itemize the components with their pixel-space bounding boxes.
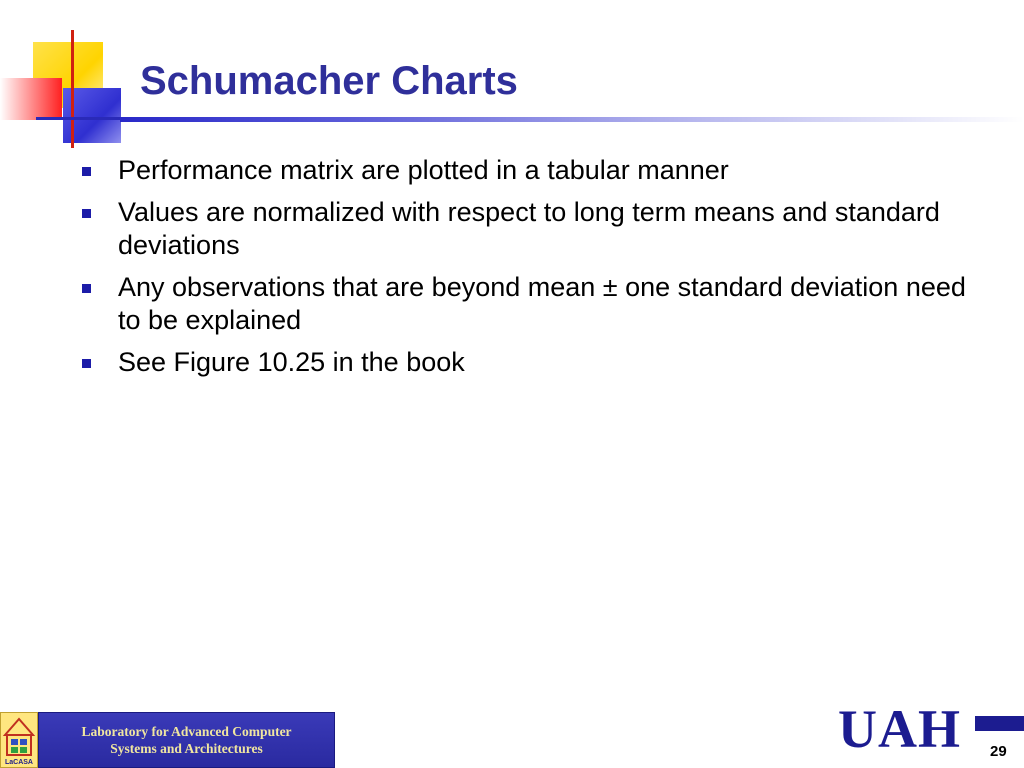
- lab-name-line-1: Laboratory for Advanced Computer: [81, 724, 292, 739]
- page-number: 29: [990, 743, 1007, 760]
- bullet-item: [78, 196, 978, 262]
- square-bullet-icon: [82, 284, 91, 293]
- bullet-text: Performance matrix are plotted in a tabular manner: [118, 155, 729, 185]
- bullet-item: [78, 154, 978, 187]
- decor-horizontal-line: [36, 117, 122, 120]
- lab-name-banner: [38, 712, 335, 768]
- square-bullet-icon: [82, 167, 91, 176]
- bullet-text: Values are normalized with respect to long term means and standard deviations: [118, 197, 940, 260]
- square-bullet-icon: [82, 209, 91, 218]
- title-rule: [120, 117, 1024, 122]
- bullet-item: [78, 346, 978, 379]
- bullet-list: [78, 154, 978, 388]
- bullet-text: Any observations that are beyond mean ± one standard deviation need to be explained: [118, 272, 966, 335]
- lacasa-logo-icon: [0, 712, 38, 768]
- uah-logo: UAH: [838, 699, 961, 759]
- slide-title: Schumacher Charts: [140, 59, 518, 103]
- uah-logo-stripe: [975, 716, 1024, 731]
- decor-red-block: [0, 78, 62, 120]
- lacasa-logo-text: LaCASA: [4, 759, 34, 766]
- lab-name-line-2: Systems and Architectures: [110, 741, 263, 756]
- bullet-text: See Figure 10.25 in the book: [118, 347, 465, 377]
- square-bullet-icon: [82, 359, 91, 368]
- bullet-item: [78, 271, 978, 337]
- decor-vertical-line: [71, 30, 74, 148]
